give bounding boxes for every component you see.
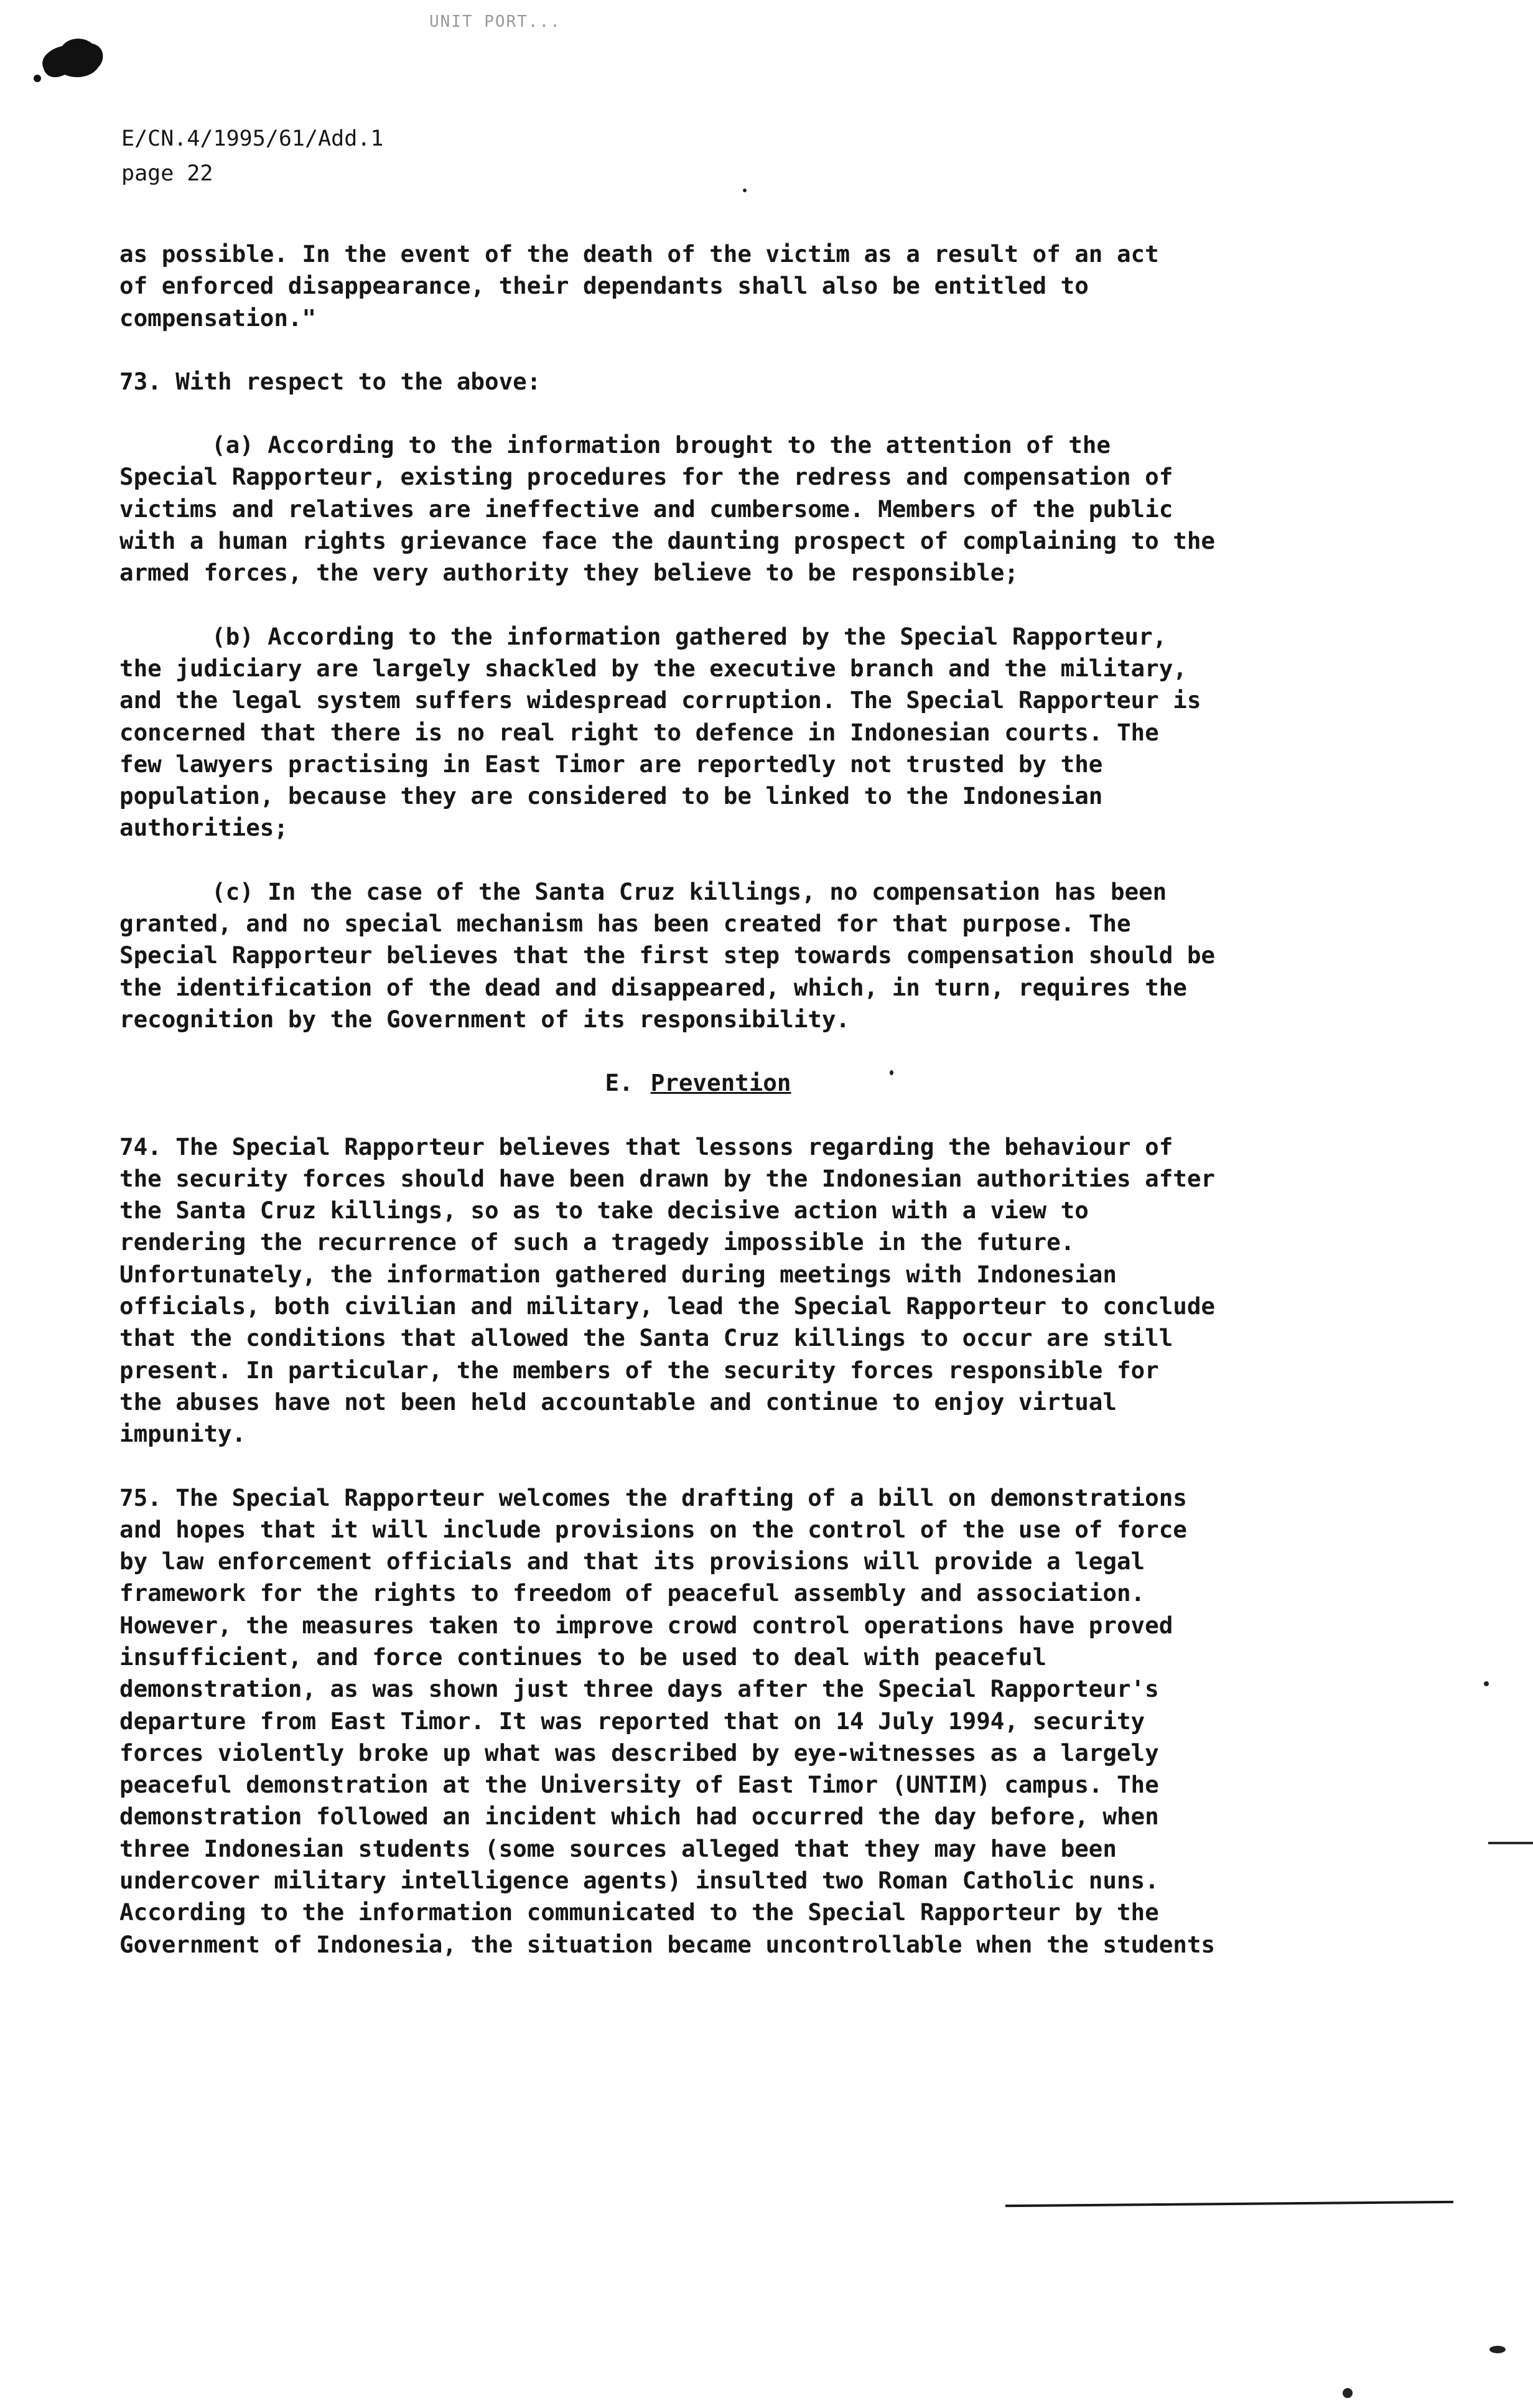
ink-blot	[32, 30, 107, 86]
paragraph-73c: (c) In the case of the Santa Cruz killings, no compensation has been granted, and no special mechanism has been created for that purpose. The Special Rapporteur believes that the first step towards compensation should be the identification of the dead and disappeared, which, in turn, requires the recognition by the Government of its responsibility.	[119, 877, 1215, 1033]
page-number: page 22	[121, 161, 213, 186]
speck-mark	[1489, 2346, 1506, 2353]
paragraph-75: 75. The Special Rapporteur welcomes the drafting of a bill on demonstrations and hopes that it will include provisions on the control of the use of force by law enforcement officials and that its provisions will provide a legal framework for the rights to freedom of peaceful assembly and association. However, the measures taken to improve crowd control operations have proved insufficient, and force continues to be used to deal with peaceful demonstration, as was shown just three days after the Special Rapporteur's departure from East Timor. It was reported that on 14 July 1994, security forces violently broke up what was described by eye-witnesses as a largely peaceful demonstration at the University of East Timor (UNTIM) campus. The demonstration followed an incident which had occurred the day before, when three Indonesian students (some sources alleged that they may have been undercover military intelligence agents) insulted two Roman Catholic nuns. According to the information communicated to the Special Rapporteur by the Government of Indonesia, the situation became uncontrollable when the students	[119, 1483, 1215, 1958]
section-title: Prevention	[650, 1069, 791, 1097]
speck-mark	[1484, 1681, 1489, 1686]
paragraph-73b: (b) According to the information gathered by the Special Rapporteur, the judiciary are largely shackled by the executive branch and the military, and the legal system suffers widespread corruption. The Special Rapporteur is concerned that there is no real right to defence in Indonesian courts. The few lawyers practising in East Timor are reportedly not trusted by the population, because they are considered to be linked to the Indonesian authorities;	[119, 622, 1201, 842]
section-heading	[119, 1067, 1370, 1099]
paragraph-continuation: as possible. In the event of the death of the victim as a result of an act of enforced disappearance, their dependants shall also be entitled to compensation."	[119, 240, 1159, 332]
document-symbol: E/CN.4/1995/61/Add.1	[121, 126, 384, 151]
section-letter: E.	[605, 1069, 633, 1097]
paragraph-74: 74. The Special Rapporteur believes that lessons regarding the behaviour of the security forces should have been drawn by the Indonesian authorities after the Santa Cruz killings, so as to take decisive action with a view to rendering the recurrence of such a tragedy impossible in the future. Unfortunately, the information gathered during meetings with Indonesian officials, both civilian and military, lead the Special Rapporteur to conclude that the conditions that allowed the Santa Cruz killings to occur are still present. In particular, the members of the security forces responsible for the abuses have not been held accountable and continue to enjoy virtual impunity.	[119, 1132, 1215, 1448]
speck-mark	[1343, 2388, 1353, 2398]
paragraph-73a: (a) According to the information brought to the attention of the Special Rapporteur, existing procedures for the redress and compensation of victims and relatives are ineffective and cumbersome. Members of the public with a human rights grievance face the daunting prospect of complaining to the armed forces, the very authority they believe to be responsible;	[119, 431, 1215, 587]
document-body	[119, 238, 1370, 1992]
margin-mark	[1488, 1842, 1533, 1844]
paragraph-73: 73. With respect to the above:	[119, 367, 541, 395]
faint-header-text: UNIT PORT...	[429, 12, 561, 31]
footnote-rule	[1005, 2201, 1453, 2207]
document-reference	[121, 121, 383, 191]
speck-mark	[890, 1070, 893, 1075]
speck-mark	[743, 189, 747, 192]
